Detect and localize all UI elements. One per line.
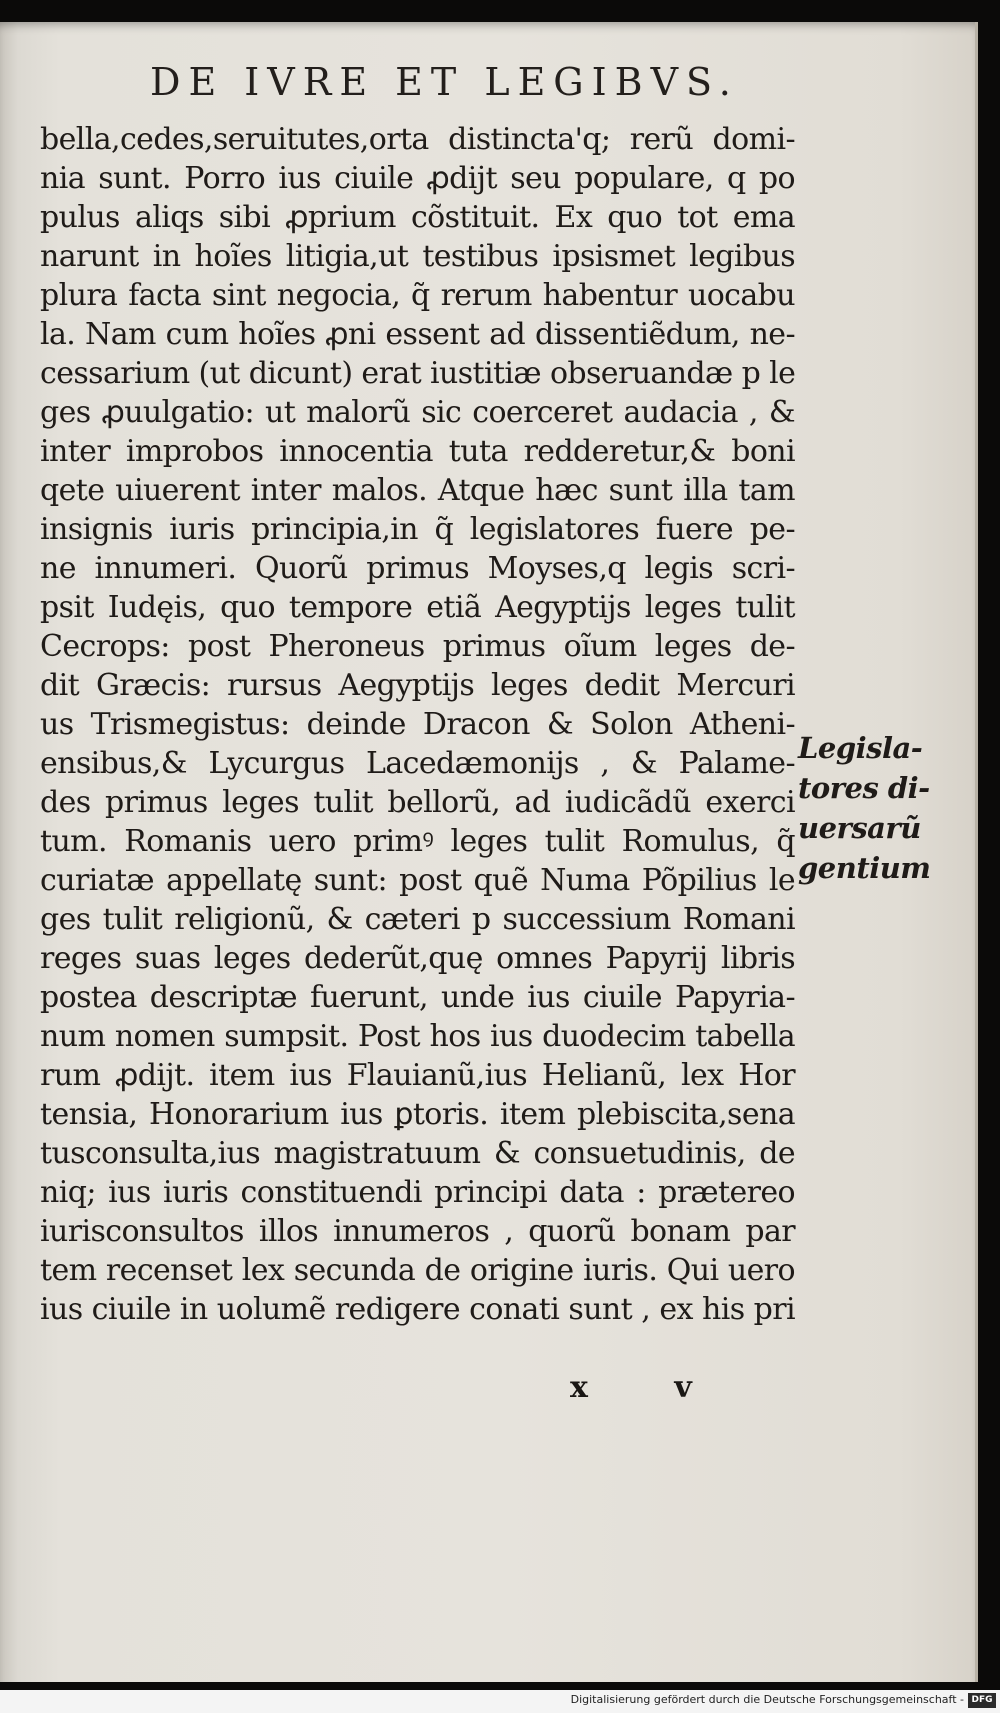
marginal-note-line: tores di-	[798, 771, 930, 805]
footer-credit: Digitalisierung gefördert durch die Deutsche Forschungsgemeinschaft -	[570, 1693, 964, 1706]
text-line: dit Græcis: rursus Aegyptijs leges dedit Mercuri	[40, 668, 795, 703]
text-line: tum. Romanis uero primꝰ leges tulit Romulus, q̃	[40, 824, 795, 859]
signature-mark: x v	[570, 1370, 730, 1405]
text-line: la. Nam cum hoĩes ꝓni essent ad dissentiẽdum, ne-	[40, 317, 795, 352]
text-line: us Trismegistus: deinde Dracon & Solon Atheni-	[40, 707, 795, 742]
text-line: bella,cedes,seruitutes,orta distincta'q; rerũ domi-	[40, 122, 795, 157]
text-line: psit Iudęis, quo tempore etiã Aegyptijs leges tulit	[40, 590, 795, 625]
text-line: Cecrops: post Pheroneus primus oĩum leges de-	[40, 629, 795, 664]
text-line: ges tulit religionũ, & cæteri p successium Romani	[40, 902, 795, 937]
text-line: nia sunt. Porro ius ciuile ꝓdijt seu populare, q po	[40, 161, 795, 196]
text-line: qete uiuerent inter malos. Atque hæc sunt illa tam	[40, 473, 795, 508]
text-line: ges ꝓuulgatio: ut malorũ sic coerceret audacia , &	[40, 395, 795, 430]
text-line: tensia, Honorarium ius ꝑtoris. item plebiscita,sena	[40, 1097, 795, 1132]
text-line: postea descriptæ fuerunt, unde ius ciuile Papyria-	[40, 980, 795, 1015]
text-line: inter improbos innocentia tuta redderetur,& boni	[40, 434, 795, 469]
text-line: tusconsulta,ius magistratuum & consuetudinis, de	[40, 1136, 795, 1171]
text-line: ensibus,& Lycurgus Lacedæmonijs , & Palame-	[40, 746, 795, 781]
running-header: DE IVRE ET LEGIBVS.	[150, 60, 739, 104]
marginal-note-line: uersarũ	[798, 811, 921, 845]
dfg-logo: DFG	[968, 1693, 996, 1708]
text-line: num nomen sumpsit. Post hos ius duodecim tabella	[40, 1019, 795, 1054]
text-line: des primus leges tulit bellorũ, ad iudicãdũ exerci	[40, 785, 795, 820]
footer-bar	[0, 1690, 1000, 1713]
body-text	[40, 120, 795, 1329]
text-line: ne innumeri. Quorũ primus Moyses,q legis scri-	[40, 551, 795, 586]
text-line: tem recenset lex secunda de origine iuris. Qui uero	[40, 1253, 795, 1288]
text-line: curiatæ appellatę sunt: post quẽ Numa Põpilius le	[40, 863, 795, 898]
text-line: reges suas leges dederũt,quę omnes Papyrij libris	[40, 941, 795, 976]
text-line: pulus aliqs sibi ꝓprium cõstituit. Ex quo tot ema	[40, 200, 795, 235]
text-line: narunt in hoĩes litigia,ut testibus ipsismet legibus	[40, 239, 795, 274]
marginal-note	[798, 728, 948, 888]
text-line: cessarium (ut dicunt) erat iustitiæ obseruandæ p le	[40, 356, 796, 391]
marginal-note-line: gentium	[798, 851, 931, 885]
marginal-note-line: Legisla-	[798, 731, 923, 765]
text-line: insignis iuris principia,in q̃ legislatores fuere pe-	[40, 512, 795, 547]
text-line: rum ꝓdijt. item ius Flauianũ,ius Helianũ, lex Hor	[40, 1058, 795, 1093]
text-line: iurisconsultos illos innumeros , quorũ bonam par	[40, 1214, 795, 1249]
text-line: ius ciuile in uolumẽ redigere conati sunt , ex his pri	[40, 1292, 795, 1327]
text-line: niq; ius iuris constituendi principi data : prætereo	[40, 1175, 795, 1210]
text-line: plura facta sint negocia, q̃ rerum habentur uocabu	[40, 278, 795, 313]
